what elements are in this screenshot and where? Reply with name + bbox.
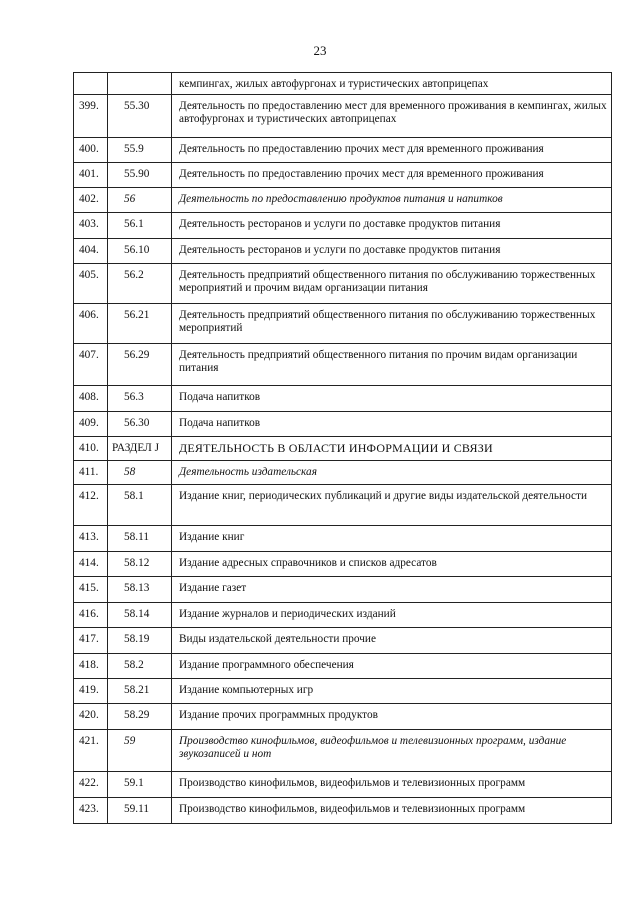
activity-description-cell: Деятельность предприятий общественного питания по прочим видам организации питания — [172, 344, 612, 386]
table-row — [74, 95, 612, 138]
table-row — [74, 552, 612, 577]
activity-description-cell: Подача напитков — [172, 412, 612, 437]
okved-code-cell: 59.11 — [108, 798, 172, 824]
okved-code-cell: 58 — [108, 461, 172, 485]
row-number-cell: 412. — [74, 485, 108, 526]
activity-description-cell: Издание адресных справочников и списков адресатов — [172, 552, 612, 577]
okved-code-cell: 55.30 — [108, 95, 172, 138]
table-row — [74, 772, 612, 798]
row-number-cell: 400. — [74, 138, 108, 163]
activity-description-cell: Деятельность по предоставлению мест для временного проживания в кемпингах, жилых автофургонах и туристических автоприцепах — [172, 95, 612, 138]
row-number-cell: 416. — [74, 603, 108, 628]
activity-description-cell: Деятельность по предоставлению продуктов питания и напитков — [172, 188, 612, 213]
okved-code-cell: 55.9 — [108, 138, 172, 163]
table-body — [74, 73, 612, 824]
table-row — [74, 412, 612, 437]
table-row — [74, 485, 612, 526]
row-number-cell: 399. — [74, 95, 108, 138]
table-row — [74, 654, 612, 679]
row-number-cell: 414. — [74, 552, 108, 577]
table-row — [74, 188, 612, 213]
table-row — [74, 704, 612, 730]
row-number-cell: 413. — [74, 526, 108, 552]
okved-code-cell: 58.12 — [108, 552, 172, 577]
okved-code-cell: 56.21 — [108, 304, 172, 344]
table-row — [74, 344, 612, 386]
activity-description-cell: Издание книг, периодических публикаций и другие виды издательской деятельности — [172, 485, 612, 526]
okved-code-cell — [108, 73, 172, 95]
activity-description-cell: Издание журналов и периодических изданий — [172, 603, 612, 628]
table-row — [74, 679, 612, 704]
page-number: 23 — [313, 43, 327, 58]
table-row — [74, 304, 612, 344]
row-number-cell: 415. — [74, 577, 108, 603]
row-number-cell: 404. — [74, 239, 108, 264]
row-number-cell: 421. — [74, 730, 108, 772]
row-number-cell: 422. — [74, 772, 108, 798]
okved-code-cell: 59.1 — [108, 772, 172, 798]
row-number-cell: 423. — [74, 798, 108, 824]
activity-description-cell: Подача напитков — [172, 386, 612, 412]
table-row — [74, 603, 612, 628]
row-number-cell — [74, 73, 108, 95]
okved-code-cell: 56.2 — [108, 264, 172, 304]
okved-code-cell: 56.3 — [108, 386, 172, 412]
table-row — [74, 239, 612, 264]
table-row — [74, 526, 612, 552]
okved-code-cell: 58.29 — [108, 704, 172, 730]
table-row — [74, 730, 612, 772]
okved-code-cell: 58.19 — [108, 628, 172, 654]
okved-code-cell: 56.1 — [108, 213, 172, 239]
okved-code-cell: 56.30 — [108, 412, 172, 437]
row-number-cell: 418. — [74, 654, 108, 679]
table-row — [74, 577, 612, 603]
table-row — [74, 73, 612, 95]
table-row — [74, 798, 612, 824]
row-number-cell: 410. — [74, 437, 108, 461]
row-number-cell: 407. — [74, 344, 108, 386]
row-number-cell: 405. — [74, 264, 108, 304]
okved-code-cell: РАЗДЕЛ J — [108, 437, 172, 461]
activity-description-cell: Производство кинофильмов, видеофильмов и телевизионных программ — [172, 772, 612, 798]
okved-code-cell: 58.1 — [108, 485, 172, 526]
activity-description-cell: Издание компьютерных игр — [172, 679, 612, 704]
okved-code-cell: 55.90 — [108, 163, 172, 188]
okved-code-cell: 56 — [108, 188, 172, 213]
okved-code-cell: 59 — [108, 730, 172, 772]
activity-description-cell: Деятельность по предоставлению прочих мест для временного проживания — [172, 138, 612, 163]
activity-description-cell: Деятельность ресторанов и услуги по доставке продуктов питания — [172, 213, 612, 239]
activity-description-cell: ДЕЯТЕЛЬНОСТЬ В ОБЛАСТИ ИНФОРМАЦИИ И СВЯЗИ — [172, 437, 612, 461]
row-number-cell: 411. — [74, 461, 108, 485]
table-row — [74, 264, 612, 304]
activity-description-cell: Виды издательской деятельности прочие — [172, 628, 612, 654]
table-row — [74, 628, 612, 654]
row-number-cell: 401. — [74, 163, 108, 188]
activity-description-cell: Деятельность издательская — [172, 461, 612, 485]
table-row — [74, 213, 612, 239]
table-row — [74, 386, 612, 412]
activity-description-cell: Деятельность предприятий общественного питания по обслуживанию торжественных мероприятий и прочим видам организации питания — [172, 264, 612, 304]
activity-description-cell: Издание прочих программных продуктов — [172, 704, 612, 730]
activity-description-cell: Производство кинофильмов, видеофильмов и телевизионных программ — [172, 798, 612, 824]
row-number-cell: 420. — [74, 704, 108, 730]
okved-code-cell: 58.11 — [108, 526, 172, 552]
activity-description-cell: кемпингах, жилых автофургонах и туристических автоприцепах — [172, 73, 612, 95]
row-number-cell: 417. — [74, 628, 108, 654]
row-number-cell: 402. — [74, 188, 108, 213]
table-row — [74, 437, 612, 461]
row-number-cell: 403. — [74, 213, 108, 239]
activity-description-cell: Деятельность ресторанов и услуги по доставке продуктов питания — [172, 239, 612, 264]
table-row — [74, 138, 612, 163]
table-row — [74, 163, 612, 188]
activity-description-cell: Издание газет — [172, 577, 612, 603]
activity-description-cell: Издание программного обеспечения — [172, 654, 612, 679]
okved-code-cell: 58.2 — [108, 654, 172, 679]
okved-code-cell: 58.21 — [108, 679, 172, 704]
okved-code-cell: 58.13 — [108, 577, 172, 603]
okved-code-cell: 58.14 — [108, 603, 172, 628]
row-number-cell: 419. — [74, 679, 108, 704]
activity-description-cell: Издание книг — [172, 526, 612, 552]
activity-description-cell: Деятельность по предоставлению прочих мест для временного проживания — [172, 163, 612, 188]
okved-table — [73, 72, 612, 824]
row-number-cell: 408. — [74, 386, 108, 412]
okved-code-cell: 56.10 — [108, 239, 172, 264]
table-row — [74, 461, 612, 485]
row-number-cell: 409. — [74, 412, 108, 437]
okved-code-cell: 56.29 — [108, 344, 172, 386]
row-number-cell: 406. — [74, 304, 108, 344]
activity-description-cell: Деятельность предприятий общественного питания по обслуживанию торжественных мероприятий — [172, 304, 612, 344]
activity-description-cell: Производство кинофильмов, видеофильмов и телевизионных программ, издание звукозаписей и нот — [172, 730, 612, 772]
